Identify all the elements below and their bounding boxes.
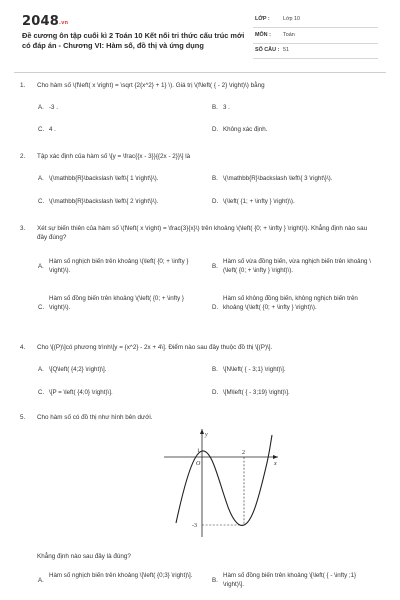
question-number: 4. (20, 344, 26, 351)
label-y: y (205, 432, 208, 438)
graph-curve (176, 435, 272, 525)
info-box (253, 14, 378, 61)
question-stem: Cho \[(P)\]có phương trình\[y = {x^2} - 2x + 4\]. Điểm nào sau đây thuộc đồ thị \[(P)\]. (37, 344, 273, 351)
x-axis-arrow (273, 455, 278, 459)
label-origin: O (196, 461, 201, 467)
info-value: Lớp 10 (283, 16, 301, 22)
info-value: Toán (283, 31, 295, 38)
info-label: SỐ CÂU : (255, 47, 280, 53)
label-x: x (274, 461, 277, 467)
question-stem: Cho hàm số có đồ thị như hình bên dưới. (37, 414, 153, 421)
question-number: 3. (20, 225, 26, 232)
info-value: 51 (283, 47, 289, 53)
info-row-count (253, 45, 378, 59)
label-y-mark: -3 (192, 523, 197, 529)
question-number: 5. (20, 414, 26, 421)
question-number: 2. (20, 153, 26, 160)
label-x-mark: 2 (242, 450, 245, 456)
function-graph (160, 427, 280, 539)
question-prompt: Khẳng định nào sau đây là đúng? (37, 553, 131, 560)
info-label: MÔN : (255, 31, 271, 38)
info-label: LỚP : (255, 16, 270, 22)
label-y-top: 1 (197, 448, 200, 454)
info-row-subject (253, 30, 378, 44)
y-axis-arrow (200, 429, 204, 434)
question-stem: Tập xác định của hàm số \[y = \frac{{x - 3}}{{2x - 2}}\] là (37, 153, 191, 160)
question-number: 1. (20, 82, 26, 89)
question-stem: Xét sự biến thiên của hàm số \(f\left( x \right) = \frac{3}{x}\) trên khoảng \(\left( {0; + \infty } \right)\). Khẳng định nào sau đây đúng? (37, 225, 368, 241)
site-logo[interactable]: $2048^{.vn}$ (22, 14, 69, 29)
header-divider (14, 72, 386, 73)
document-title: Đề cương ôn tập cuối kì 2 Toán 10 Kết nối tri thức cấu trúc mới có đáp án - Chương VI: Hàm số, đồ thị và ứng dụng (22, 31, 245, 50)
question-stem: Cho hàm số \(f\left( x \right) = \sqrt {2{x^2} + 1} \). Giá trị \(f\left( { - 2} \right)\) bằng (37, 82, 265, 89)
info-row-class (253, 14, 378, 28)
